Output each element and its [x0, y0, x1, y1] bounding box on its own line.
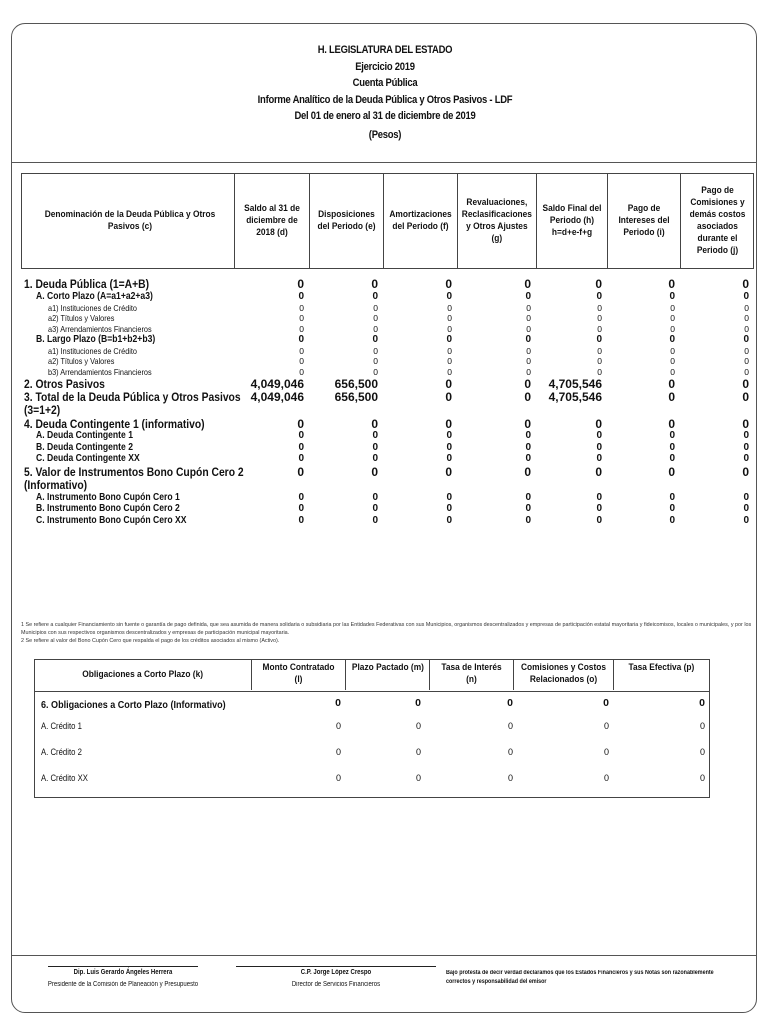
cell-value: 0 [670, 356, 675, 366]
debt-table-row [24, 291, 754, 303]
col-header-saldo-inicial: Saldo al 31 de diciembre de 2018 (d) [234, 174, 309, 268]
col-header-intereses: Pago de Intereses del Periodo (i) [607, 174, 680, 268]
cell-value: 0 [335, 697, 341, 709]
cell-value: 0 [371, 277, 378, 291]
cell-value: 0 [373, 366, 378, 377]
cell-value: 0 [526, 302, 531, 313]
cell-value: 0 [446, 334, 452, 345]
row-label: 6. Obligaciones a Corto Plazo (Informativo) [41, 699, 226, 711]
cell-value: 0 [446, 430, 452, 441]
cell-value: 0 [507, 697, 513, 709]
cell-value: 0 [603, 773, 609, 783]
cell-value: 0 [669, 430, 675, 441]
cell-value: 0 [335, 747, 341, 757]
cell-value: 0 [699, 721, 705, 731]
cell-value: 0 [447, 345, 452, 356]
cell-value: 0 [597, 366, 602, 377]
cell-value: 0 [335, 721, 341, 731]
cell-value: 0 [447, 366, 452, 377]
cell-value: 0 [373, 356, 378, 366]
cell-value: 0 [445, 390, 452, 404]
cell-value: 0 [596, 291, 602, 302]
row-label: 5. Valor de Instrumentos Bono Cupón Cero 2 [24, 464, 244, 479]
cell-value: 0 [670, 313, 675, 323]
row-label: B. Largo Plazo (B=b1+b2+b3) [36, 334, 156, 345]
cell-value: 656,500 [334, 390, 378, 404]
cell-value: 0 [668, 277, 675, 291]
cell-value: 0 [597, 356, 602, 366]
cell-value: 0 [373, 345, 378, 356]
cell-value: 0 [699, 747, 705, 757]
debt-table-row [24, 417, 754, 429]
row-label: C. Deuda Contingente XX [36, 453, 140, 464]
cell-value: 0 [372, 291, 378, 302]
cell-value: 0 [372, 430, 378, 441]
cell-value: 0 [526, 323, 531, 334]
col-header-plazo: Plazo Pactado (m) [345, 660, 429, 690]
cell-value: 0 [669, 503, 675, 514]
debt-table-header [21, 173, 754, 269]
cell-value: 0 [596, 334, 602, 345]
cell-value: 0 [526, 345, 531, 356]
cell-value: 0 [371, 417, 378, 431]
signatory-2-name: C.P. Jorge López Crespo [300, 969, 372, 976]
cell-value: 0 [445, 464, 452, 479]
short-term-row [41, 773, 705, 785]
cell-value: 0 [669, 453, 675, 464]
cell-value: 0 [524, 464, 531, 479]
cell-value: 0 [699, 773, 705, 783]
col-header-comisiones-costos: Comisiones y Costos Relacionados (o) [513, 660, 613, 690]
cell-value: 0 [603, 721, 609, 731]
cell-value: 0 [372, 441, 378, 453]
cell-value: 0 [298, 503, 304, 514]
cell-value: 0 [603, 747, 609, 757]
row-label: 1. Deuda Pública (1=A+B) [24, 277, 150, 291]
cell-value: 0 [299, 323, 304, 334]
signature-1 [20, 967, 226, 991]
col-header-denominacion: Denominación de la Deuda Pública y Otros Pasivos (c) [44, 209, 216, 232]
footnotes [21, 621, 752, 645]
cell-value: 0 [595, 417, 602, 431]
cell-value: 0 [446, 441, 452, 453]
row-label: 4. Deuda Contingente 1 (informativo) [24, 417, 205, 431]
cell-value: 0 [299, 345, 304, 356]
debt-table-row [24, 377, 754, 389]
debt-table-row [24, 503, 754, 515]
cell-value: 0 [744, 313, 749, 323]
debt-table-row [24, 453, 754, 465]
col-header-comisiones: Pago de Comisiones y demás costos asociados durante el Periodo (j) [680, 174, 754, 268]
debt-table-row [24, 464, 754, 492]
cell-value: 0 [744, 323, 749, 334]
footnote-2: 2 Se refiere al valor del Bono Cupón Cero que respalda el pago de los créditos asociados al mismo (Activo). [21, 638, 280, 644]
cell-value: 0 [525, 291, 531, 302]
cell-value: 0 [298, 441, 304, 453]
footer-divider [12, 955, 756, 956]
debt-table-row [24, 515, 754, 527]
header-divider [12, 162, 756, 163]
cell-value: 0 [743, 491, 749, 503]
cell-value: 0 [415, 773, 421, 783]
cell-value: 0 [743, 291, 749, 302]
cell-value: 0 [372, 503, 378, 514]
cell-value: 0 [595, 277, 602, 291]
cell-value: 0 [298, 453, 304, 464]
cell-value: 0 [447, 323, 452, 334]
cell-value: 0 [298, 430, 304, 441]
col-header-tasa-efectiva: Tasa Efectiva (p) [613, 660, 709, 690]
row-label: a3) Arrendamientos Financieros [48, 323, 152, 334]
debt-table-row [24, 430, 754, 442]
cell-value: 0 [742, 390, 749, 404]
cell-value: 0 [742, 417, 749, 431]
cell-value: 0 [446, 453, 452, 464]
cell-value: 0 [525, 453, 531, 464]
col-header-disposiciones: Disposiciones del Periodo (e) [309, 174, 383, 268]
cell-value: 0 [743, 503, 749, 514]
cell-value: 0 [373, 323, 378, 334]
col-header-obligaciones: Obligaciones a Corto Plazo (k) [82, 669, 204, 680]
short-term-table [34, 659, 710, 798]
cell-value: 0 [669, 441, 675, 453]
cell-value: 0 [670, 323, 675, 334]
cell-value: 4,705,546 [548, 390, 602, 404]
footnote-1: 1 Se refiere a cualquier Financiamiento sin fuente o garantía de pago definida, que sea asumida de manera solidaria o subsidiaria por las Entidades Federativas con sus Municipios, organismos descentralizados y empresas de participación estatal mayoritaria y fideicomisos, locales o municipales, y por los [21, 622, 752, 628]
row-label: C. Instrumento Bono Cupón Cero XX [36, 514, 187, 526]
cell-value: 4,049,046 [250, 390, 304, 404]
cell-value: 0 [373, 313, 378, 323]
cell-value: 0 [743, 430, 749, 441]
cell-value: 0 [372, 491, 378, 503]
row-label: a2) Títulos y Valores [48, 356, 115, 366]
cell-value: 0 [670, 302, 675, 313]
cell-value: 0 [299, 356, 304, 366]
cell-value: 0 [507, 721, 513, 731]
signatory-1-title: Presidente de la Comisión de Planeación y Presupuesto [47, 981, 199, 988]
cell-value: 0 [372, 453, 378, 464]
header-account: Cuenta Pública [352, 77, 418, 89]
cell-value: 0 [297, 277, 304, 291]
row-label: A. Instrumento Bono Cupón Cero 1 [36, 491, 180, 503]
cell-value: 0 [298, 491, 304, 503]
cell-value: 0 [524, 390, 531, 404]
cell-value: 0 [596, 514, 602, 526]
cell-value: 0 [669, 291, 675, 302]
cell-value: 0 [297, 417, 304, 431]
cell-value: 0 [742, 377, 749, 391]
col-header-tasa-interes: Tasa de Interés (n) [429, 660, 513, 690]
short-term-row [41, 699, 705, 711]
cell-value: 0 [507, 773, 513, 783]
col-header-saldo-final: Saldo Final del Periodo (h) h=d+e-f+g [536, 174, 607, 268]
cell-value: 0 [744, 302, 749, 313]
cell-value: 0 [298, 334, 304, 345]
short-term-row [41, 747, 705, 759]
short-term-row [41, 721, 705, 733]
cell-value: 0 [298, 514, 304, 526]
row-label-continued: (Informativo) [24, 477, 88, 492]
cell-value: 0 [668, 464, 675, 479]
row-label: a2) Títulos y Valores [48, 313, 115, 323]
cell-value: 0 [373, 302, 378, 313]
cell-value: 0 [596, 503, 602, 514]
cell-value: 0 [526, 366, 531, 377]
cell-value: 0 [507, 747, 513, 757]
row-label: A. Crédito XX [41, 773, 88, 783]
row-label: 3. Total de la Deuda Pública y Otros Pasivos [24, 390, 241, 404]
cell-value: 0 [744, 366, 749, 377]
cell-value: 0 [298, 291, 304, 302]
cell-value: 0 [299, 313, 304, 323]
cell-value: 0 [525, 334, 531, 345]
header-period: Del 01 de enero al 31 de diciembre de 2019 [294, 110, 476, 122]
cell-value: 0 [335, 773, 341, 783]
cell-value: 0 [371, 464, 378, 479]
cell-value: 0 [669, 334, 675, 345]
cell-value: 0 [597, 313, 602, 323]
row-label: A. Crédito 2 [41, 747, 82, 757]
cell-value: 0 [446, 291, 452, 302]
cell-value: 0 [446, 514, 452, 526]
footnote-1-cont: Municipios con sus respectivos organismos descentralizados y empresas de participación municipal mayoritaria. [21, 630, 290, 636]
protest-statement: Bajo protesta de decir verdad declaramos que los Estados Financieros y sus Notas son razonablemente correctos y responsabilidad del emisor [446, 970, 714, 985]
cell-value: 0 [525, 430, 531, 441]
cell-value: 0 [525, 441, 531, 453]
cell-value: 0 [742, 464, 749, 479]
cell-value: 0 [595, 464, 602, 479]
cell-value: 0 [526, 313, 531, 323]
cell-value: 0 [445, 377, 452, 391]
cell-value: 0 [668, 390, 675, 404]
row-label: B. Instrumento Bono Cupón Cero 2 [36, 503, 180, 514]
debt-table-row [24, 277, 754, 289]
cell-value: 0 [742, 277, 749, 291]
cell-value: 0 [596, 441, 602, 453]
cell-value: 0 [524, 277, 531, 291]
cell-value: 0 [668, 377, 675, 391]
cell-value: 0 [596, 430, 602, 441]
cell-value: 0 [447, 356, 452, 366]
col-header-monto: Monto Contratado (l) [251, 660, 345, 690]
cell-value: 0 [446, 503, 452, 514]
row-label: a1) Instituciones de Crédito [48, 302, 137, 313]
cell-value: 0 [415, 747, 421, 757]
cell-value: 0 [299, 302, 304, 313]
cell-value: 0 [699, 697, 705, 709]
cell-value: 0 [525, 503, 531, 514]
cell-value: 0 [744, 345, 749, 356]
cell-value: 0 [743, 334, 749, 345]
signature-2 [236, 967, 436, 991]
cell-value: 0 [743, 441, 749, 453]
debt-table-row [24, 334, 754, 346]
cell-value: 4,049,046 [250, 377, 304, 391]
debt-table-row [24, 492, 754, 504]
cell-value: 0 [596, 491, 602, 503]
row-label: A. Corto Plazo (A=a1+a2+a3) [36, 291, 153, 302]
cell-value: 0 [670, 345, 675, 356]
cell-value: 0 [445, 417, 452, 431]
cell-value: 0 [299, 366, 304, 377]
cell-value: 0 [597, 302, 602, 313]
row-label: a1) Instituciones de Crédito [48, 345, 137, 356]
header-title: H. LEGISLATURA DEL ESTADO [317, 44, 453, 56]
row-label: 2. Otros Pasivos [24, 377, 105, 391]
cell-value: 0 [524, 377, 531, 391]
col-header-revaluaciones: Revaluaciones, Reclasificaciones y Otros Ajustes (g) [457, 174, 536, 268]
cell-value: 4,705,546 [548, 377, 602, 391]
cell-value: 0 [670, 366, 675, 377]
cell-value: 0 [596, 453, 602, 464]
cell-value: 0 [445, 277, 452, 291]
cell-value: 0 [415, 697, 421, 709]
cell-value: 0 [669, 514, 675, 526]
cell-value: 0 [446, 491, 452, 503]
cell-value: 0 [597, 323, 602, 334]
cell-value: 0 [743, 514, 749, 526]
row-label: A. Deuda Contingente 1 [36, 430, 134, 441]
signatory-2-title: Director de Servicios Financieros [291, 981, 381, 988]
cell-value: 0 [597, 345, 602, 356]
cell-value: 0 [526, 356, 531, 366]
debt-table-row [24, 442, 754, 454]
header-report-name: Informe Analítico de la Deuda Pública y Otros Pasivos - LDF [257, 93, 513, 106]
cell-value: 0 [415, 721, 421, 731]
cell-value: 0 [297, 464, 304, 479]
cell-value: 0 [668, 417, 675, 431]
cell-value: 0 [447, 313, 452, 323]
row-label-continued: (3=1+2) [24, 403, 61, 417]
cell-value: 0 [525, 491, 531, 503]
debt-table-row [24, 390, 754, 417]
row-label: A. Crédito 1 [41, 721, 82, 731]
col-header-amortizaciones: Amortizaciones del Periodo (f) [383, 174, 457, 268]
cell-value: 0 [669, 491, 675, 503]
cell-value: 0 [524, 417, 531, 431]
cell-value: 0 [603, 697, 609, 709]
cell-value: 0 [447, 302, 452, 313]
cell-value: 0 [372, 334, 378, 345]
cell-value: 0 [525, 514, 531, 526]
row-label: b3) Arrendamientos Financieros [48, 366, 152, 377]
row-label: B. Deuda Contingente 2 [36, 441, 134, 453]
cell-value: 0 [743, 453, 749, 464]
header-year: Ejercicio 2019 [355, 60, 415, 73]
signatory-1-name: Dip. Luis Gerardo Ángeles Herrera [73, 969, 173, 976]
cell-value: 0 [372, 514, 378, 526]
cell-value: 656,500 [334, 377, 378, 391]
header-currency: (Pesos) [368, 128, 402, 141]
cell-value: 0 [744, 356, 749, 366]
